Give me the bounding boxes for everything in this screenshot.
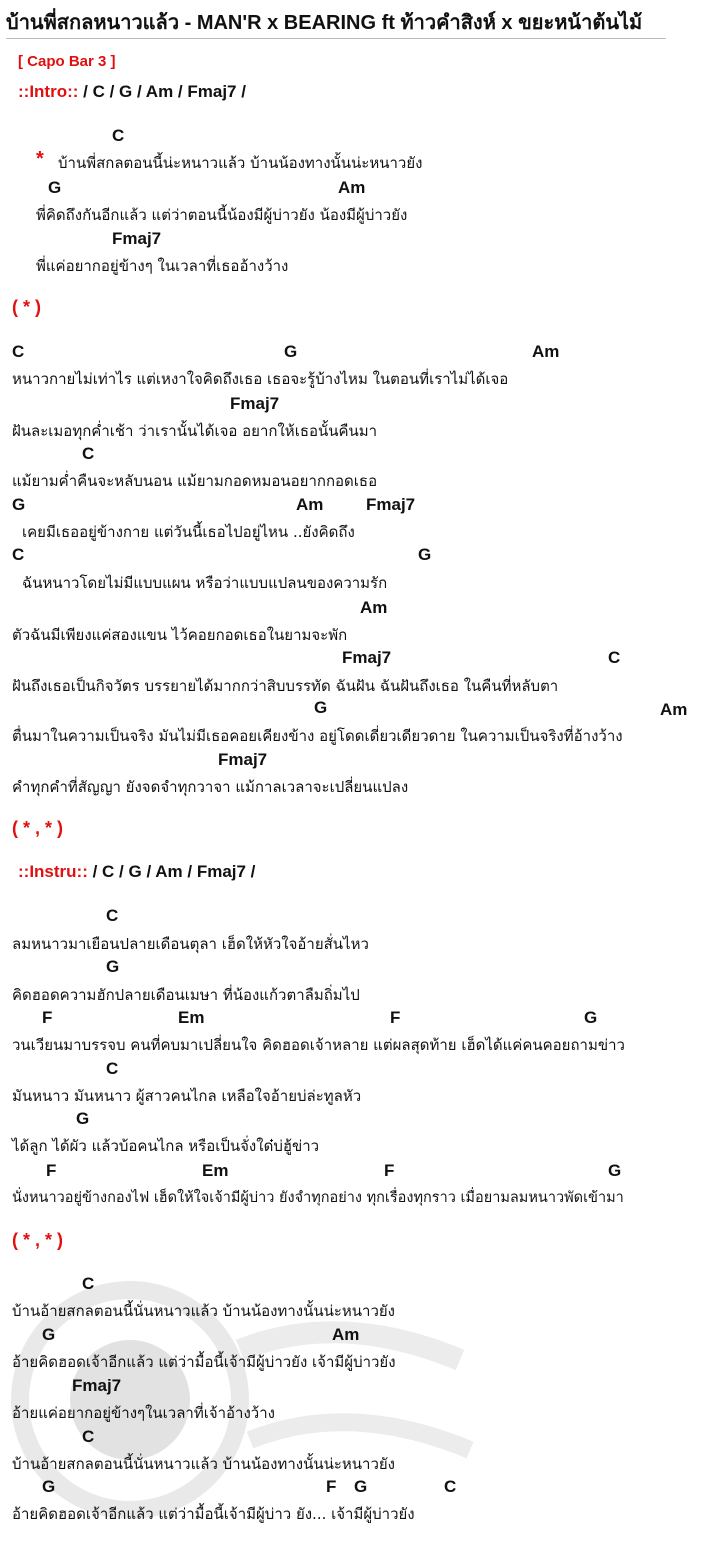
chord: Am [338,178,366,197]
chord: F [326,1477,337,1496]
chord: Fmaj7 [112,229,162,248]
chord: G [314,698,328,717]
chord: C [82,1274,95,1293]
chord: Fmaj7 [366,495,416,514]
repeat-mark: ( * ) [12,297,41,317]
lyric-line: เคยมีเธออยู่ข้างกาย แต่วันนี้เธอไปอยู่ไหน ..ยังคิดถึง [22,523,355,541]
chord: Am [296,495,324,514]
chord: C [12,545,25,564]
chord: G [106,957,120,976]
lyric-line: พี่แค่อยากอยู่ข้างๆ ในเวลาที่เธออ้างว้าง [36,257,289,275]
intro-label: ::Intro:: [18,82,79,101]
chord: C [12,342,25,361]
chord: G [76,1109,90,1128]
chord: G [12,495,26,514]
chord: G [354,1477,368,1496]
chord: G [418,545,432,564]
chord: G [42,1325,56,1344]
lyric-line: พี่คิดถึงกันอีกแล้ว แต่ว่าตอนนี้น้องมีผู้บ่าวยัง น้องมีผู้บ่าวยัง [36,206,408,224]
chord: Fmaj7 [342,648,392,667]
chord: F [42,1008,53,1027]
lyric-line: ฉันหนาวโดยไม่มีแบบแผน หรือว่าแบบแปลนของความรัก [22,574,388,592]
chord: C [444,1477,457,1496]
capo-note: [ Capo Bar 3 ] [18,53,116,70]
lyric-line: บ้านอ้ายสกลตอนนี้นั่นหนาวแล้ว บ้านน้องทางนั้นน่ะหนาวยัง [12,1455,395,1473]
lyric-line: ตื่นมาในความเป็นจริง มันไม่มีเธอคอยเคียงข้าง อยู่โดดเดี่ยวเดียวดาย ในความเป็นจริงที่อ้างว้าง [12,727,623,745]
lyric-line: อ้ายคิดฮอดเจ้าอีกแล้ว แต่ว่ามื้อนี้เจ้ามีผู้บ่าว ยัง... เจ้ามีผู้บ่าวยัง [12,1505,415,1523]
chord: C [106,1059,119,1078]
lyric-line: บ้านพี่สกลตอนนี้น่ะหนาวแล้ว บ้านน้องทางนั้นน่ะหนาวยัง [58,154,423,172]
chord: C [82,1427,95,1446]
chord: Em [202,1161,229,1180]
chord: Fmaj7 [218,750,268,769]
chord: Am [660,700,688,719]
chord: G [48,178,62,197]
chord: G [42,1477,56,1496]
chord: G [584,1008,598,1027]
chorus-star: * [36,148,44,170]
chord: F [46,1161,57,1180]
chord: C [608,648,621,667]
lyric-line: มันหนาว มันหนาว ผู้สาวคนไกล เหลือใจอ้ายบ่ล่ะทูลหัว [12,1087,362,1105]
instru-line [18,862,255,882]
lyric-line: หนาวกายไม่เท่าไร แต่เหงาใจคิดถึงเธอ เธอจะรู้บ้างไหม ในตอนที่เราไม่ได้เจอ [12,370,509,388]
chord: C [82,444,95,463]
chord: Am [360,598,388,617]
chord: C [106,906,119,925]
lyric-line: อ้ายคิดฮอดเจ้าอีกแล้ว แต่ว่ามื้อนี้เจ้ามีผู้บ่าวยัง เจ้ามีผู้บ่าวยัง [12,1353,396,1371]
instru-chords: / C / G / Am / Fmaj7 / [92,862,256,881]
lyric-line: นั่งหนาวอยู่ข้างกองไฟ เฮ็ดให้ใจเจ้ามีผู้บ่าว ยังจำทุกอย่าง ทุกเรื่องทุกราว เมื่อยามลมหนาวพัดเข้ามา [12,1190,624,1206]
intro-line [18,82,246,102]
chord: Em [178,1008,205,1027]
chord: Am [532,342,560,361]
lyric-line: ฝันละเมอทุกค่ำเช้า ว่าเรานั้นได้เจอ อยากให้เธอนั้นคืนมา [12,422,378,440]
chord: F [384,1161,395,1180]
lyric-line: ได้ลูก ได้ผัว แล้วบ้อคนไกล หรือเป็นจั่งใด๋บ่ฮู้ข่าว [12,1137,320,1155]
lyric-line: ตัวฉันมีเพียงแค่สองแขน ไว้คอยกอดเธอในยามจะพัก [12,626,348,644]
lyric-line: คำทุกคำที่สัญญา ยังจดจำทุกวาจา แม้กาลเวลาจะเปลี่ยนแปลง [12,778,409,796]
chord: Am [332,1325,360,1344]
intro-chords: / C / G / Am / Fmaj7 / [83,82,246,101]
lyric-line: อ้ายแค่อยากอยู่ข้างๆในเวลาที่เจ้าอ้างว้าง [12,1404,275,1422]
chord: C [112,126,125,145]
lyric-line: คิดฮอดความฮักปลายเดือนเมษา ที่น้องแก้วตาลืมถิ่มไป [12,986,360,1004]
chord: G [284,342,298,361]
lyric-line: ลมหนาวมาเยือนปลายเดือนตุลา เฮ็ดให้หัวใจอ้ายสั่นไหว [12,935,369,953]
repeat-mark: ( * , * ) [12,818,64,838]
song-title: บ้านพี่สกลหนาวแล้ว - MAN'R x BEARING ft ท้าวคำสิงห์ x ขยะหน้าต้นไม้ [6,12,643,34]
repeat-mark: ( * , * ) [12,1230,64,1250]
lyric-line: แม้ยามค่ำคืนจะหลับนอน แม้ยามกอดหมอนอยากกอดเธอ [12,472,378,490]
lyric-line: บ้านอ้ายสกลตอนนี้นั่นหนาวแล้ว บ้านน้องทางนั้นน่ะหนาวยัง [12,1302,395,1320]
lyric-line: วนเวียนมาบรรจบ คนที่คบมาเปลี่ยนใจ คิดฮอดเจ้าหลาย แต่ผลสุดท้าย เฮ็ดได้แค่คนคอยถามข่าว [12,1036,625,1054]
title-divider [6,38,666,39]
chord: Fmaj7 [230,394,280,413]
chord: Fmaj7 [72,1376,122,1395]
chord: G [608,1161,622,1180]
instru-label: ::Instru:: [18,862,88,881]
lyric-line: ฝันถึงเธอเป็นกิจวัตร บรรยายได้มากกว่าสิบบรรทัด ฉันฝัน ฉันฝันถึงเธอ ในคืนที่หลับตา [12,677,559,695]
chord: F [390,1008,401,1027]
